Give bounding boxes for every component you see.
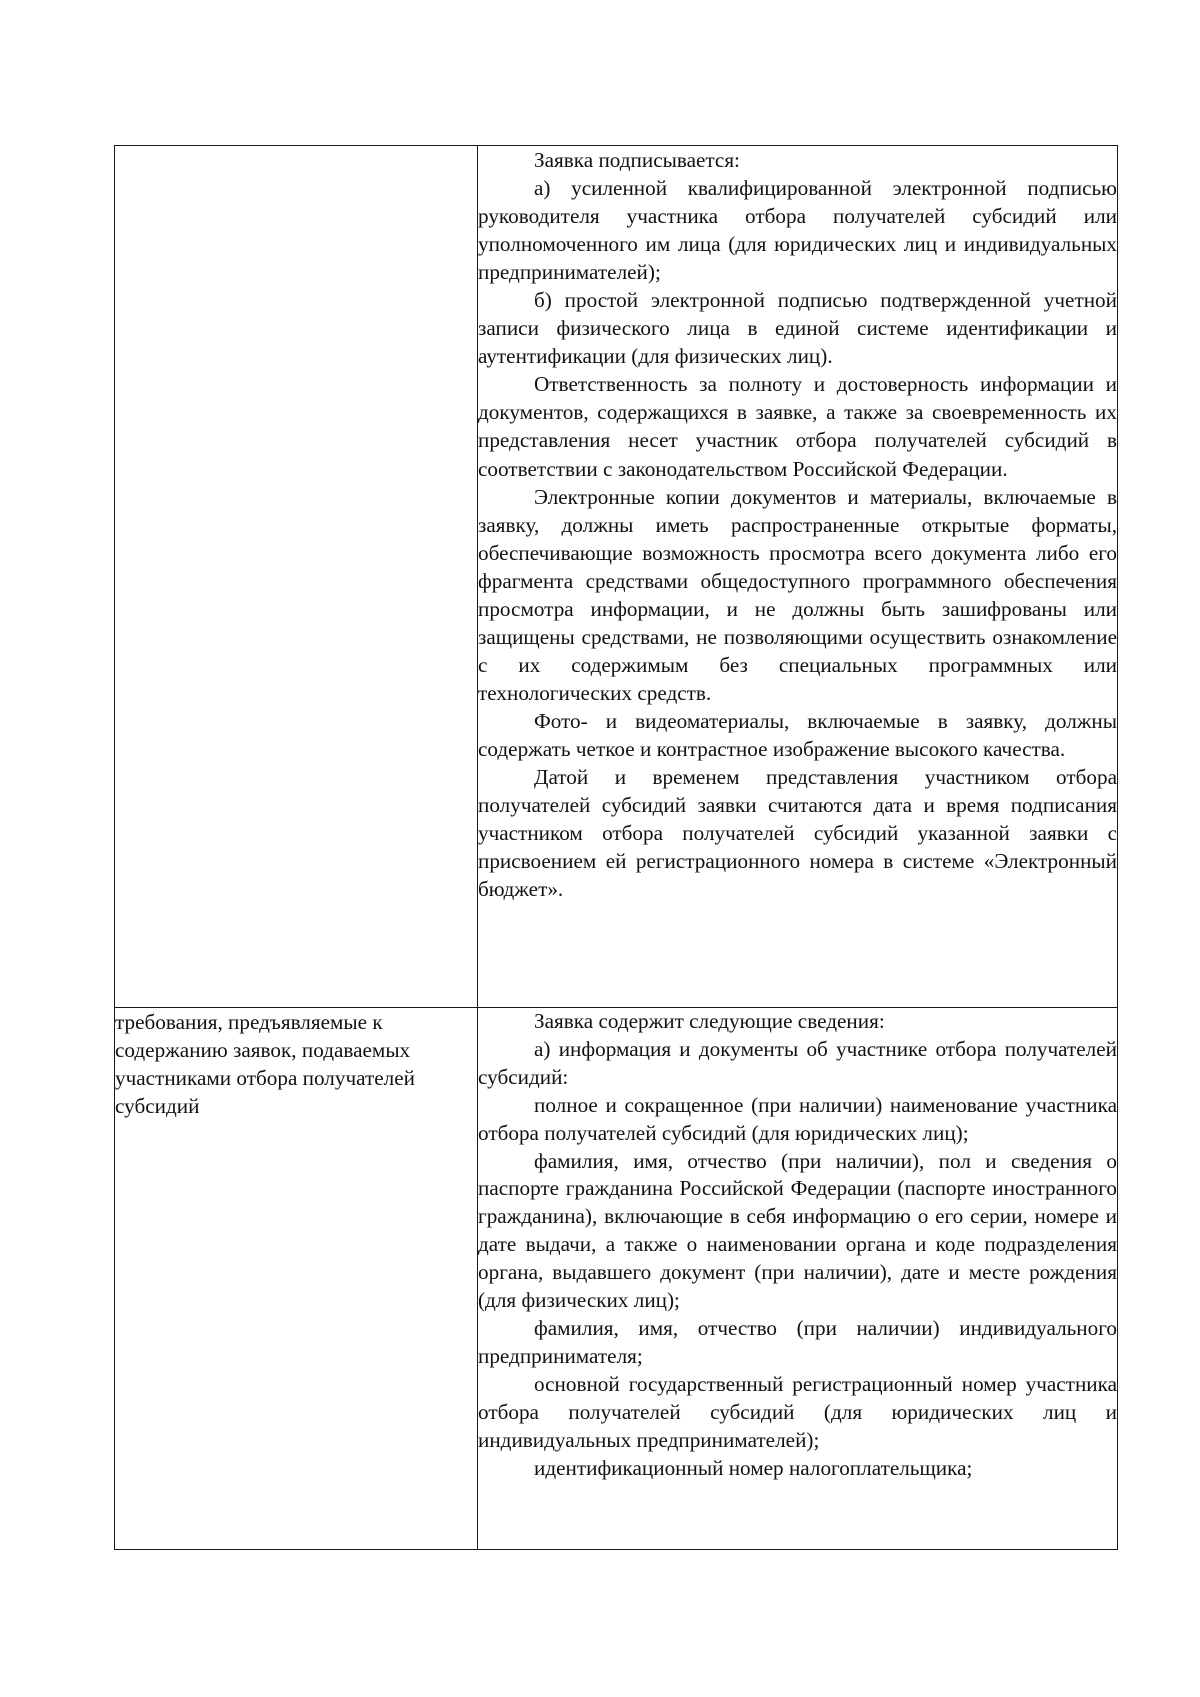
requirements-table bbox=[114, 145, 1118, 1550]
table-row bbox=[115, 146, 1118, 1008]
paragraph: Датой и временем представления участником отбора получателей субсидий заявки считаются дата и время подписания участником отбора получателей субсидий указанной заявки с присвоением ей регистрационного номера в системе «Электронный бюджет». bbox=[478, 765, 1117, 902]
row-content-cell bbox=[478, 146, 1118, 1008]
paragraph: основной государственный регистрационный номер участника отбора получателей субсидий (для юридических лиц и индивидуальных предпринимателей); bbox=[478, 1371, 1117, 1452]
paragraph: фамилия, имя, отчество (при наличии), пол и сведения о паспорте гражданина Российской Федерации (паспорте иностранного гражданина), включающие в себя информацию о его серии, номере и дате выдачи, а также о наименовании органа и коде подразделения органа, выдавшего документ (при наличии), дате и месте рождения (для физических лиц); bbox=[478, 1148, 1117, 1313]
paragraph: Ответственность за полноту и достоверность информации и документов, содержащихся в заявке, а также за своевременность их представления несет участник отбора получателей субсидий в соответствии с законодательством Российской Федерации. bbox=[478, 372, 1117, 481]
row-label-cell bbox=[115, 1008, 478, 1550]
table-row bbox=[115, 1008, 1118, 1550]
paragraph: б) простой электронной подписью подтвержденной учетной записи физического лица в единой системе идентификации и аутентификации (для физических лиц). bbox=[478, 288, 1117, 369]
paragraph: Фото- и видеоматериалы, включаемые в заявку, должны содержать четкое и контрастное изображение высокого качества. bbox=[478, 708, 1117, 761]
paragraph: идентификационный номер налогоплательщика; bbox=[534, 1455, 973, 1480]
row-content-cell bbox=[478, 1008, 1118, 1550]
paragraph: Заявка содержит следующие сведения: bbox=[534, 1009, 885, 1033]
paragraph: полное и сокращенное (при наличии) наименование участника отбора получателей субсидий (для юридических лиц); bbox=[478, 1092, 1117, 1145]
row-label: требования, предъявляемые к содержанию заявок, подаваемых участниками отбора получателей субсидий bbox=[115, 1010, 415, 1118]
paragraph: а) информация и документы об участнике отбора получателей субсидий: bbox=[478, 1036, 1117, 1089]
paragraph: фамилия, имя, отчество (при наличии) индивидуального предпринимателя; bbox=[478, 1315, 1117, 1368]
row-label-cell bbox=[115, 146, 478, 1008]
paragraph: а) усиленной квалифицированной электронной подписью руководителя участника отбора получателей субсидий или уполномоченного им лица (для юридических лиц и индивидуальных предпринимателей); bbox=[478, 176, 1117, 285]
paragraph: Электронные копии документов и материалы, включаемые в заявку, должны иметь распространенные открытые форматы, обеспечивающие возможность просмотра всего документа либо его фрагмента средствами общедоступного программного обеспечения просмотра информации, и не должны быть зашифрованы или защищены средствами, не позволяющими осуществить ознакомление с их содержимым без специальных программных или технологических средств. bbox=[478, 484, 1117, 705]
paragraph: Заявка подписывается: bbox=[534, 148, 740, 172]
